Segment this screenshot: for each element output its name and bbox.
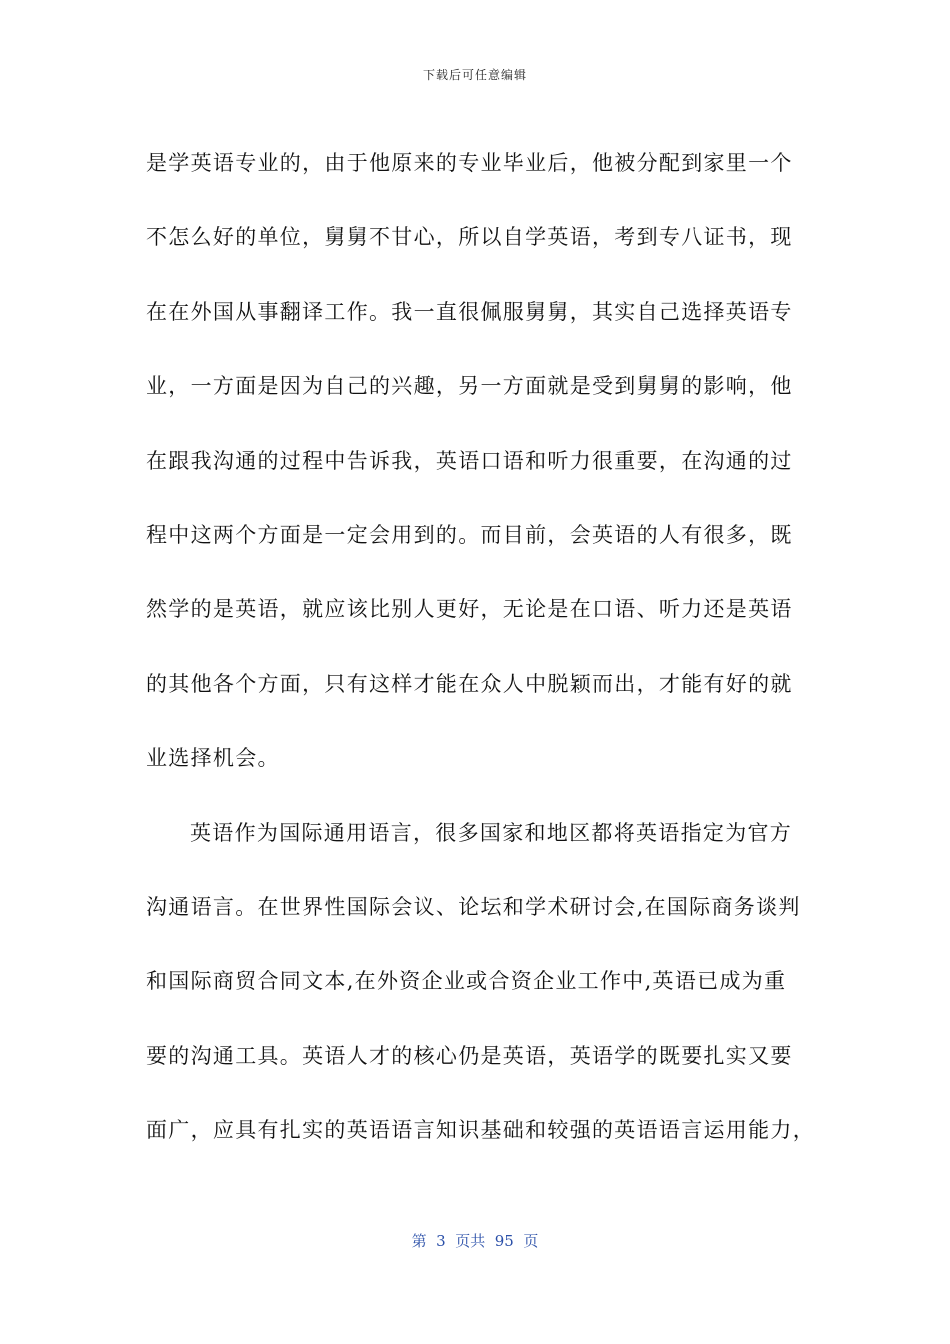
page-footer: 第 3 页共 95 页: [411, 1232, 539, 1250]
text-line: 程中这两个方面是一定会用到的。而目前，会英语的人有很多，既: [146, 522, 793, 547]
text-line: 不怎么好的单位，舅舅不甘心，所以自学英语，考到专八证书，现: [146, 225, 793, 250]
page-header: 下载后可任意编辑: [422, 68, 527, 82]
text-line: 业，一方面是因为自己的兴趣，另一方面就是受到舅舅的影响，他: [146, 374, 793, 399]
text-line: 的其他各个方面，只有这样才能在众人中脱颖而出，才能有好的就: [146, 671, 793, 696]
text-line: 面广，应具有扎实的英语语言知识基础和较强的英语语言运用能力，: [146, 1118, 815, 1143]
document-body: [146, 126, 815, 1167]
text-line: 要的沟通工具。英语人才的核心仍是英语，英语学的既要扎实又要: [146, 1043, 793, 1068]
text-line: 在跟我沟通的过程中告诉我，英语口语和听力很重要，在沟通的过: [146, 448, 793, 473]
text-line: 英语作为国际通用语言，很多国家和地区都将英语指定为官方: [190, 820, 793, 845]
text-line: 业选择机会。: [146, 746, 280, 771]
text-line: 是学英语专业的，由于他原来的专业毕业后，他被分配到家里一个: [146, 151, 793, 175]
text-line: 和国际商贸合同文本,在外资企业或合资企业工作中,英语已成为重: [146, 969, 787, 994]
text-line: 然学的是英语，就应该比别人更好，无论是在口语、听力还是英语: [146, 597, 793, 622]
text-line: 在在外国从事翻译工作。我一直很佩服舅舅，其实自己选择英语专: [146, 299, 793, 324]
text-line: 沟通语言。在世界性国际会议、论坛和学术研讨会,在国际商务谈判: [146, 894, 801, 919]
